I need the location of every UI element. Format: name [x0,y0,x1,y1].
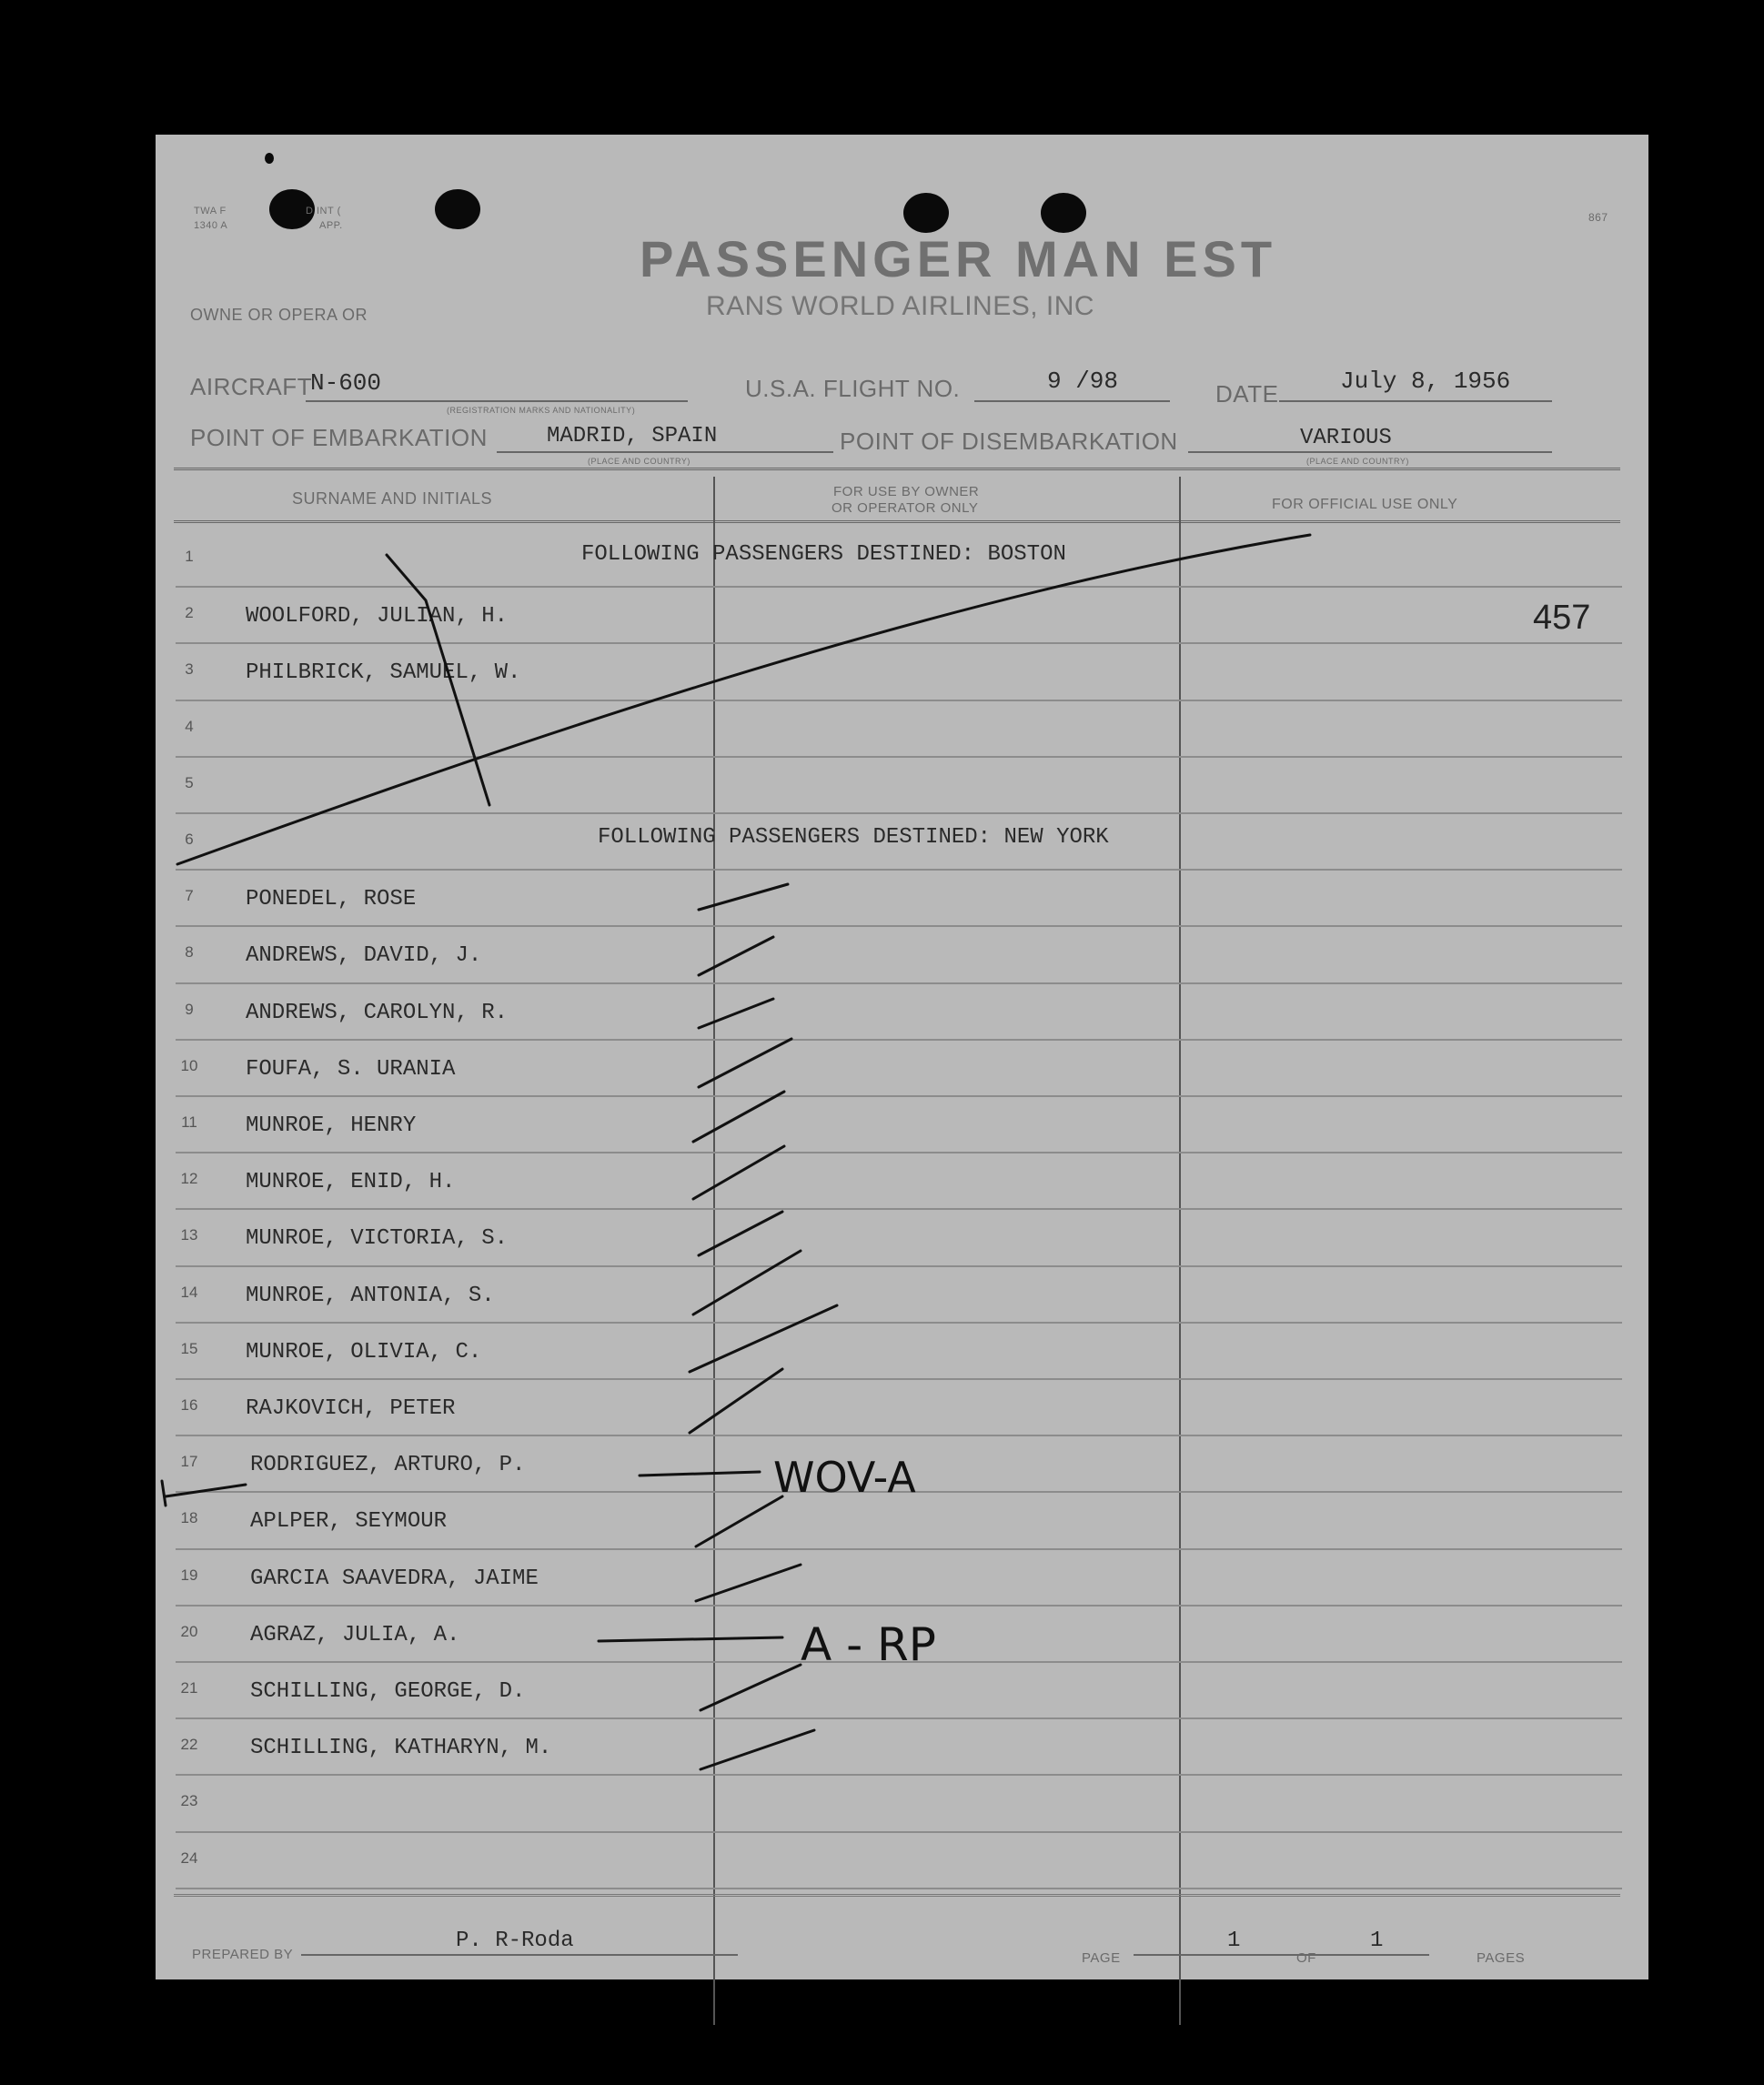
tick-row-14 [693,1251,801,1314]
date-value: July 8, 1956 [1340,368,1511,395]
tick-row-12 [693,1146,784,1199]
form-code-line2: 1340 A [194,220,228,231]
disembarkation-sublabel: (PLACE AND COUNTRY) [1306,457,1409,466]
passenger-name: SCHILLING, GEORGE, D. [250,1679,526,1704]
form-code-line1: TWA F [194,206,227,217]
row-number: 17 [180,1453,198,1471]
embarkation-value: MADRID, SPAIN [547,424,718,448]
passenger-name: PHILBRICK, SAMUEL, W. [246,660,521,686]
row-number: 7 [185,887,194,905]
tick-row-11 [693,1092,784,1142]
row-number: 2 [185,604,194,622]
destination-note: FOLLOWING PASSENGERS DESTINED: BOSTON [581,542,1066,567]
row-number: 10 [180,1056,198,1074]
form-code-line1b: D INT ( [306,206,341,217]
passenger-name: MUNROE, ENID, H. [246,1170,456,1195]
disembarkation-label: POINT OF DISEMBARKATION [840,428,1178,455]
row-number: 11 [181,1113,197,1131]
aircraft-label: AIRCRAFT [190,373,312,400]
of-label: OF [1296,1950,1316,1966]
prepared-by-label: PREPARED BY [192,1947,294,1962]
col-surname-header: SURNAME AND INITIALS [292,489,493,508]
aircraft-sublabel: (REGISTRATION MARKS AND NATIONALITY) [447,406,636,415]
row-number: 16 [180,1396,198,1414]
flight-value: 9 /98 [1047,368,1119,395]
row-number: 15 [180,1339,198,1357]
form-code-line2b: APP. [319,220,343,231]
passenger-name: SCHILLING, KATHARYN, M. [250,1736,552,1761]
pointer-row-17 [162,1481,246,1506]
dash-row-17 [640,1472,760,1476]
handwritten-row-20: A - RP [801,1618,936,1671]
row-number: 18 [180,1509,198,1527]
row-number: 19 [180,1566,198,1584]
handwritten-row-17: WOV-A [773,1453,916,1502]
page-value: 1 [1227,1929,1241,1953]
embarkation-sublabel: (PLACE AND COUNTRY) [588,457,690,466]
passenger-name: WOOLFORD, JULIAN, H. [246,604,509,630]
col-owner-header-2: OR OPERATOR ONLY [832,500,979,516]
prepared-by-value: P. R-Roda [456,1929,574,1953]
aircraft-value: N-600 [310,369,382,397]
tick-row-22 [701,1730,814,1769]
tick-row-9 [699,999,773,1028]
tick-row-7 [699,884,788,910]
row-number: 6 [185,831,194,848]
row-number: 4 [185,717,194,735]
strike-line-cross [387,555,489,805]
manifest-title: PASSENGER MAN EST [640,230,1277,287]
of-value: 1 [1370,1929,1384,1953]
passenger-name: RAJKOVICH, PETER [246,1396,456,1421]
disembarkation-value: VARIOUS [1300,426,1392,450]
row-number: 24 [180,1848,198,1867]
embarkation-label: POINT OF EMBARKATION [190,424,488,451]
owner-operator-label: OWNE OR OPERA OR [190,306,368,324]
official-number: 457 [1533,599,1591,637]
row-number: 3 [185,660,194,679]
row-number: 5 [185,773,194,791]
row-number: 9 [185,1000,194,1018]
flight-label: U.S.A. FLIGHT NO. [745,375,961,402]
row-number: 14 [180,1283,198,1301]
passenger-name: MUNROE, OLIVIA, C. [246,1339,482,1365]
col-owner-header-1: FOR USE BY OWNER [833,484,980,499]
passenger-name: APLPER, SEYMOUR [250,1509,448,1535]
form-number: 867 [1588,211,1608,224]
row-number: 1 [185,548,194,565]
col-official-header: FOR OFFICIAL USE ONLY [1272,497,1458,512]
carrier-name: RANS WORLD AIRLINES, INC [706,291,1095,321]
tick-row-19 [696,1565,801,1601]
tick-row-13 [699,1212,782,1255]
passenger-name: PONEDEL, ROSE [246,887,417,912]
row-number: 13 [180,1226,198,1244]
row-number: 23 [180,1792,198,1810]
tick-row-8 [699,937,773,975]
row-number: 20 [180,1622,198,1640]
passenger-name: AGRAZ, JULIA, A. [250,1622,460,1647]
row-number: 12 [180,1170,198,1188]
passenger-name: GARCIA SAAVEDRA, JAIME [250,1566,539,1591]
tick-row-21 [701,1665,801,1710]
pages-label: PAGES [1477,1950,1526,1966]
row-number: 22 [180,1736,198,1754]
passenger-name: ANDREWS, CAROLYN, R. [246,1000,509,1025]
strike-line-diagonal [177,535,1310,864]
passenger-name: FOUFA, S. URANIA [246,1056,456,1082]
tick-row-10 [699,1039,791,1087]
passenger-name: ANDREWS, DAVID, J. [246,943,482,969]
passenger-name: MUNROE, ANTONIA, S. [246,1283,495,1308]
passenger-name: RODRIGUEZ, ARTURO, P. [250,1453,526,1478]
destination-note: FOLLOWING PASSENGERS DESTINED: NEW YORK [598,825,1109,850]
tick-row-16 [690,1369,782,1433]
row-number: 8 [185,943,194,962]
row-number: 21 [180,1679,198,1697]
dash-row-20 [599,1637,782,1641]
tick-row-18 [696,1496,782,1546]
date-label: DATE [1215,380,1279,408]
passenger-name: MUNROE, VICTORIA, S. [246,1226,509,1252]
tick-row-15 [690,1305,837,1372]
page-label: PAGE [1082,1950,1121,1966]
passenger-name: MUNROE, HENRY [246,1113,417,1138]
